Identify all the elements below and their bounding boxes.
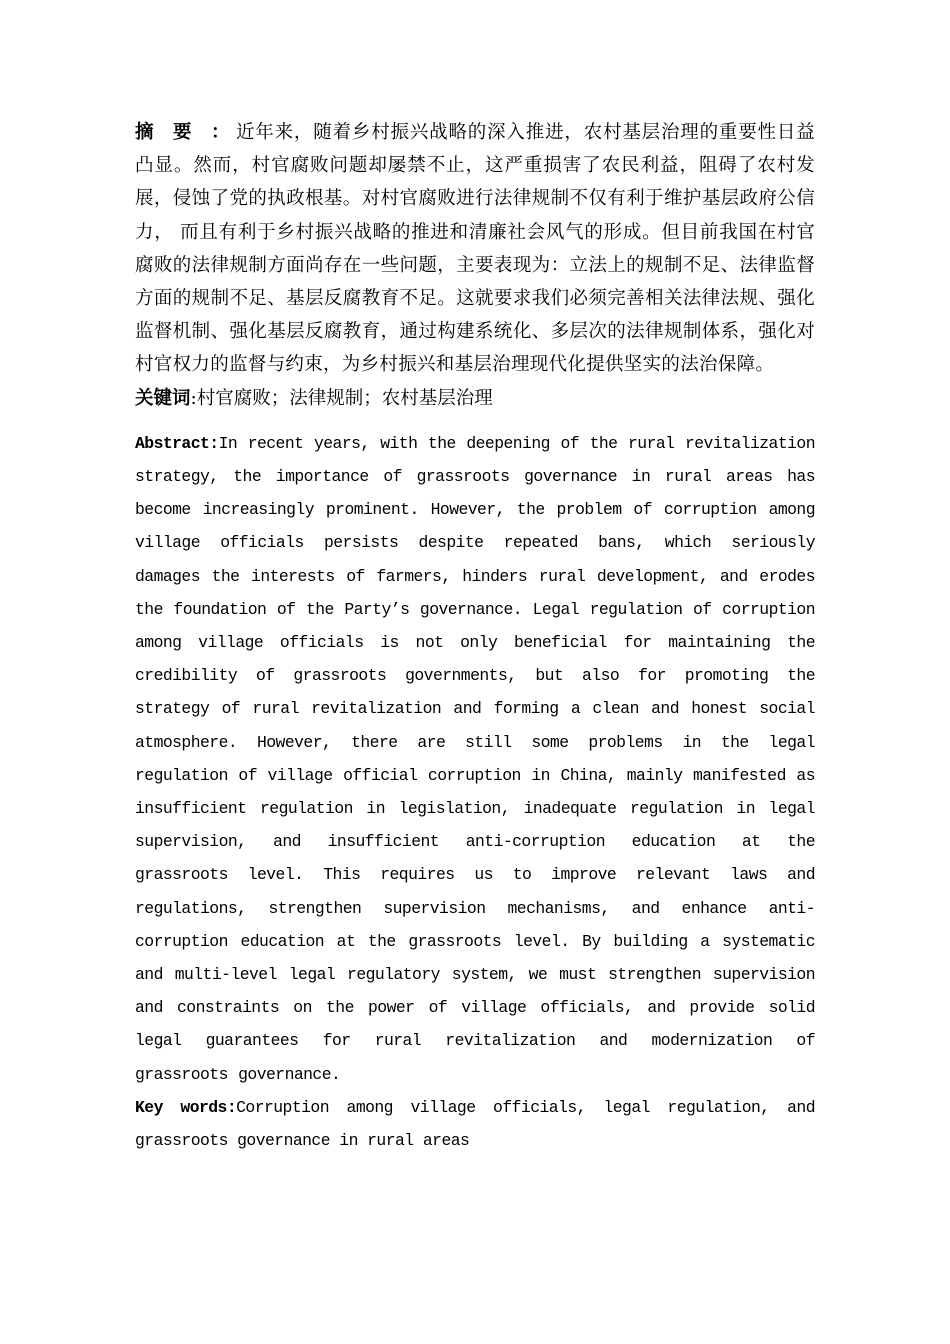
english-keywords-text: Corruption among village officials, legal regulation, and grassroots governance in rural areas [135,1097,815,1151]
english-keywords-label: Key words: [135,1097,237,1117]
chinese-keywords-label: 关键词 [135,387,191,409]
chinese-abstract [135,116,815,382]
abstract-page [135,116,815,1157]
chinese-keywords-text: 村官腐败；法律规制；农村基层治理 [196,387,493,409]
english-abstract [135,427,815,1091]
chinese-abstract-text: 近年来，随着乡村振兴战略的深入推进，农村基层治理的重要性日益凸显。然而，村官腐败问题却屡禁不止，这严重损害了农民利益，阻碍了农村发展，侵蚀了党的执政根基。对村官腐败进行法律规制不仅有利于维护基层政府公信力， 而且有利于乡村振兴战略的推进和清廉社会风气的形成。但目前我国在村官腐败的法律规制方面尚存在一些问题，主要表现为：立法上的规制不足、法律监督方面的规制不足、基层反腐教育不足。这就要求我们必须完善相关法律法规、强化监督机制、强化基层反腐教育，通过构建系统化、多层次的法律规制体系，强化对村官权力的监督与约束，为乡村振兴和基层治理现代化提供坚实的法治保障。 [135,122,815,376]
english-abstract-text: In recent years, with the deepening of the rural revitalization strategy, the importance of grassroots governance in rural areas has become increasingly prominent. However, the problem of corruption among village officials persists despite repeated bans, which seriously damages the interests of farmers, hinders rural development, and erodes the foundation of the Party’s governance. Legal regulation of corruption among village officials is not only beneficial for maintaining the credibility of grassroots governments, but also for promoting the strategy of rural revitalization and forming a clean and honest social atmosphere. However, there are still some problems in the legal regulation of village official corruption in China, mainly manifested as insufficient regulation in legislation, inadequate regulation in legal supervision, and insufficient anti-corruption education at the grassroots level. This requires us to improve relevant laws and regulations, strengthen supervision mechanisms, and enhance anti-corruption education at the grassroots level. By building a systematic and multi-level legal regulatory system, we must strengthen supervision and constraints on the power of village officials, and provide solid legal guarantees for rural revitalization and modernization of grassroots governance. [135,433,815,1084]
english-abstract-label: Abstract: [135,433,219,453]
chinese-abstract-label: 摘 要 ： [135,122,236,143]
chinese-keywords-separator: : [190,387,197,409]
english-keywords [135,1091,815,1157]
chinese-keywords [135,382,815,415]
